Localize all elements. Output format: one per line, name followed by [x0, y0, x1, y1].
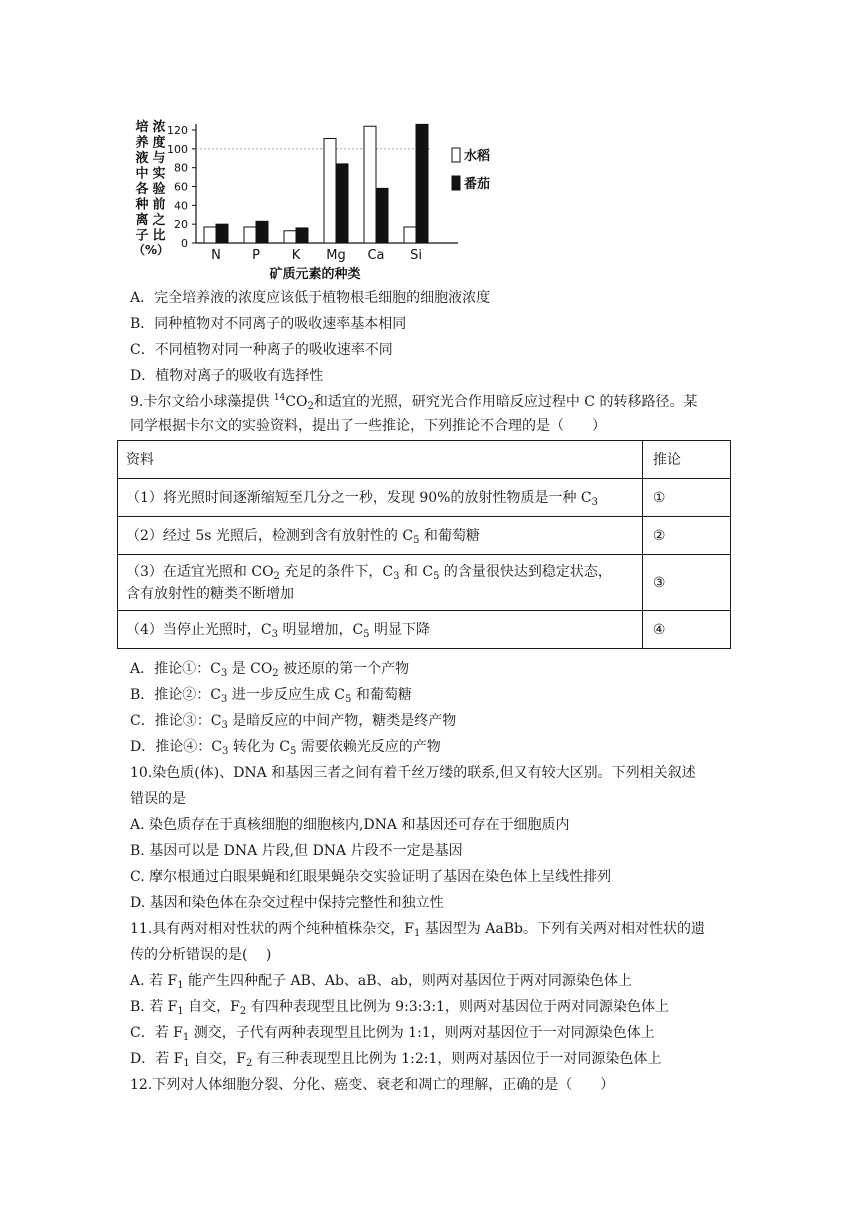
- x-tick-label: N: [211, 248, 221, 263]
- q9-table-material-cell: （3）在适宜光照和 $CO_2$ 充足的条件下，$C_3$ 和 $C_5$ 的含量很快达到稳定状态， 含有放射性的糖类不断增加: [118, 555, 643, 611]
- q9-stem-part2: CO: [285, 394, 308, 410]
- q9-table-inference-cell: ①: [642, 479, 730, 517]
- q12-stem: 12.下列对人体细胞分裂、分化、癌变、衰老和凋亡的理解，正确的是（ ）: [130, 1077, 615, 1093]
- bar-tomato: [336, 164, 348, 243]
- y-axis-label-char: 培: [135, 120, 149, 135]
- bar-chart-svg: [130, 112, 510, 287]
- bar-tomato: [376, 188, 388, 243]
- q9-table-material-cell: （1）将光照时间逐渐缩短至几分之一秒，发现 90%的放射性物质是一种 $C_3$: [118, 479, 643, 517]
- x-axis-label: 矿质元素的种类: [269, 267, 361, 282]
- q8-option-b: B．同种植物对不同离子的吸收速率基本相同: [130, 316, 407, 332]
- q11-option-c: C．若 $F_1$ 测交，子代有两种表现型且比例为 1:1，则两对基因位于一对同源染色体上: [130, 1025, 655, 1043]
- y-axis-label-char: 比: [152, 228, 166, 244]
- q8-option-a: A．完全培养液的浓度应该低于植物根毛细胞的细胞液浓度: [130, 290, 491, 306]
- q9-table-row: [118, 479, 731, 517]
- x-tick-label: Mg: [326, 248, 346, 263]
- q10-option-b: B. 基因可以是 DNA 片段,但 DNA 片段不一定是基因: [130, 843, 463, 859]
- bar-rice: [204, 227, 216, 243]
- y-axis-label-char: 之: [152, 213, 166, 228]
- q8-option-c: C．不同植物对同一种离子的吸收速率不同: [130, 342, 393, 358]
- bar-rice: [244, 227, 256, 243]
- q11-stem-line1: 11.具有两对相对性状的两个纯种植株杂交，$F_1$ 基因型为 AaBb。下列有关两对相对性状的遗: [130, 921, 705, 939]
- q9-stem-sup: 14: [273, 393, 286, 403]
- bar-tomato: [416, 124, 428, 243]
- q9-table-material-cell: （4）当停止光照时，$C_3$ 明显增加，$C_5$ 明显下降: [118, 611, 643, 649]
- q11-option-a: A. 若 $F_1$ 能产生四种配子 AB、Ab、aB、ab，则两对基因位于两对同源染色体上: [130, 973, 632, 991]
- q10-stem-line2: 错误的是: [130, 791, 186, 807]
- q11-option-b: B. 若 $F_1$ 自交，$F_2$ 有四种表现型且比例为 9:3:3:1，则两对基因位于两对同源染色体上: [130, 999, 669, 1017]
- y-axis-label-char: 液: [135, 151, 149, 166]
- legend-label: 番茄: [464, 177, 491, 192]
- q9-stem-line2: 同学根据卡尔文的实验资料，提出了一些推论，下列推论不合理的是（ ）: [130, 418, 606, 434]
- bar-tomato: [296, 228, 308, 243]
- y-axis-unit: （%）: [132, 243, 170, 257]
- y-axis-label-char: 前: [152, 197, 166, 213]
- y-axis-label-char: 度: [152, 135, 166, 151]
- y-axis-label-char: 浓: [152, 120, 166, 135]
- q11-stem-line2: 传的分析错误的是( ): [130, 947, 272, 963]
- q8-option-d: D．植物对离子的吸收有选择性: [130, 368, 324, 384]
- q9-table-material-cell: （2）经过 5s 光照后，检测到含有放射性的 $C_5$ 和葡萄糖: [118, 517, 643, 555]
- x-tick-label: Ca: [367, 248, 385, 263]
- y-axis-label-char: 子: [135, 228, 149, 244]
- q9-stem-sub: 2: [307, 401, 314, 412]
- q9-table-header-row: [118, 441, 731, 479]
- y-axis-label-char: 养: [135, 135, 149, 151]
- y-tick-label: 40: [174, 199, 188, 213]
- q9-table-row: [118, 517, 731, 555]
- y-tick-label: 120: [167, 124, 188, 137]
- y-axis-label-char: 实: [152, 166, 166, 182]
- q9-stem-part1: 9.卡尔文给小球藻提供: [130, 394, 274, 410]
- y-axis-label-char: 种: [135, 197, 149, 213]
- q9-option-c: C．推论③：$C_3$ 是暗反应的中间产物，糖类是终产物: [130, 713, 457, 731]
- y-tick-label: 100: [167, 142, 188, 156]
- y-tick-label: 20: [174, 218, 188, 232]
- y-axis-label-char: 各: [135, 182, 149, 197]
- x-tick-label: Si: [410, 248, 422, 263]
- q9-table-header-material: 资料: [118, 441, 643, 479]
- bar-rice: [284, 231, 296, 243]
- q9-table-header-inference: 推论: [642, 441, 730, 479]
- bar-rice: [364, 126, 376, 243]
- q9-data-table: [117, 440, 731, 649]
- bar-rice: [404, 227, 416, 243]
- q9-option-a: A．推论①：$C_3$ 是 $CO_2$ 被还原的第一个产物: [130, 661, 410, 679]
- q9-table-inference-cell: ④: [642, 611, 730, 649]
- q9-stem-line1: [130, 393, 697, 411]
- q9-option-b: B．推论②：$C_3$ 进一步反应生成 $C_5$ 和葡萄糖: [130, 687, 412, 705]
- legend-label: 水稻: [464, 149, 491, 164]
- q11-option-d: D．若 $F_1$ 自交，$F_2$ 有三种表现型且比例为 1:2:1，则两对基因位于一对同源染色体上: [130, 1051, 662, 1069]
- q9-table-row: [118, 611, 731, 649]
- bar-tomato: [216, 224, 228, 243]
- q9-table-row: [118, 555, 731, 611]
- y-axis-label-char: 与: [152, 151, 166, 166]
- legend-swatch: [452, 176, 460, 190]
- q9-stem-part3: 和适宜的光照，研究光合作用暗反应过程中 C 的转移路径。某: [313, 394, 698, 410]
- q10-option-d: D. 基因和染色体在杂交过程中保持完整性和独立性: [130, 895, 444, 911]
- legend-swatch: [452, 148, 460, 162]
- q9-table-inference-cell: ③: [642, 555, 730, 611]
- bar-tomato: [256, 221, 268, 243]
- y-tick-label: 60: [174, 180, 188, 194]
- bar-rice: [324, 138, 336, 243]
- y-tick-label: 80: [174, 161, 188, 175]
- q10-stem-line1: 10.染色质(体)、DNA 和基因三者之间有着千丝万缕的联系,但又有较大区别。下列相关叙述: [130, 765, 696, 781]
- q10-option-c: C. 摩尔根通过白眼果蝇和红眼果蝇杂交实验证明了基因在染色体上呈线性排列: [130, 869, 612, 885]
- x-tick-label: P: [252, 248, 260, 263]
- x-tick-label: K: [291, 248, 301, 263]
- q9-table-inference-cell: ②: [642, 517, 730, 555]
- q9-option-d: D．推论④：$C_3$ 转化为 $C_5$ 需要依赖光反应的产物: [130, 739, 441, 757]
- q10-option-a: A. 染色质存在于真核细胞的细胞核内,DNA 和基因还可存在于细胞质内: [130, 817, 570, 833]
- ion-concentration-chart: [130, 112, 510, 287]
- y-tick-label: 0: [181, 237, 188, 250]
- y-axis-label-char: 离: [135, 213, 149, 228]
- y-axis-label-char: 中: [135, 166, 149, 182]
- y-axis-label-char: 验: [152, 182, 166, 197]
